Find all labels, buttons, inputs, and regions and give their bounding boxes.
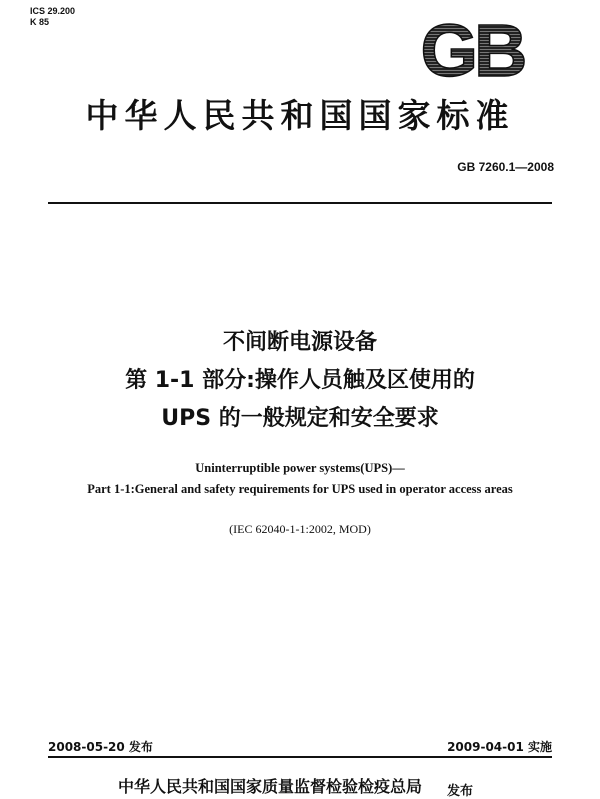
footer-divider (48, 756, 552, 758)
gb-logo (398, 16, 546, 82)
implementation-date: 2009-04-01 实施 (447, 740, 552, 754)
classification-codes (30, 6, 75, 28)
ccs-code: K 85 (30, 17, 50, 27)
publisher-name: 中华人民共和国国家质量监督检验检疫总局 (118, 777, 423, 796)
ics-code: ICS 29.200 (30, 6, 76, 16)
title-zh-line2: 第 1-1 部分:操作人员触及区使用的 (125, 368, 475, 393)
header-divider (48, 202, 552, 204)
standard-number: GB 7260.1—2008 (457, 160, 554, 174)
issue-date: 2008-05-20 发布 (48, 740, 153, 754)
adoption-note: (IEC 62040-1-1:2002, MOD) (229, 522, 371, 536)
title-zh-line1: 不间断电源设备 (222, 330, 377, 355)
title-zh-line3: UPS 的一般规定和安全要求 (161, 406, 439, 431)
title-en-line2: Part 1-1:General and safety requirements for UPS used in operator access areas (87, 482, 513, 496)
gb-logo-text: GB (420, 16, 524, 82)
title-en-line1: Uninterruptible power systems(UPS)— (195, 461, 405, 475)
publisher-suffix: 发布 (447, 784, 474, 799)
org-title: 中华人民共和国国家标准 (85, 96, 515, 135)
